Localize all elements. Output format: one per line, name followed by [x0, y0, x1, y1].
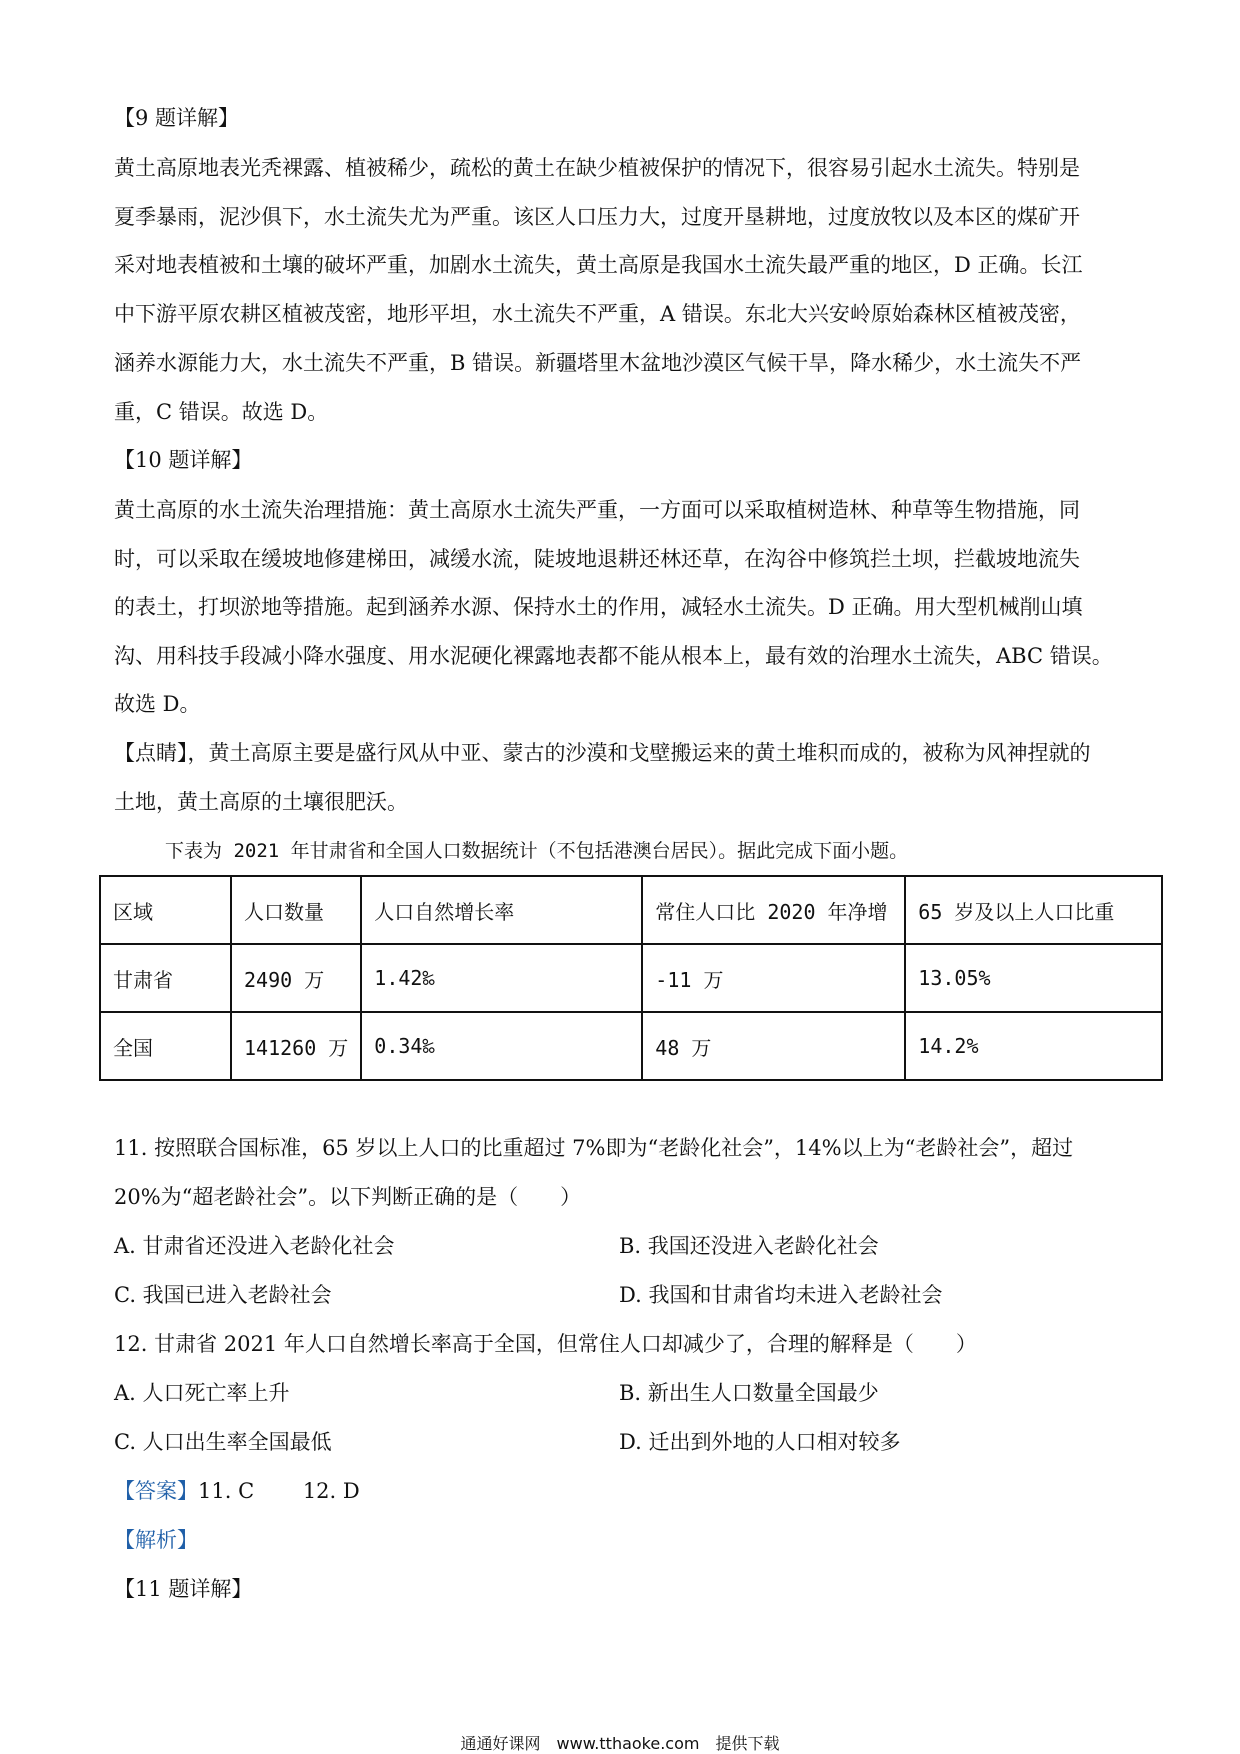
- table-header-cell: 区域: [100, 876, 231, 944]
- section-11-heading: 【11 题详解】: [114, 1577, 253, 1601]
- table-cell: 13.05%: [905, 944, 1162, 1012]
- table-header-cell: 人口自然增长率: [361, 876, 642, 944]
- section-9-line: 夏季暴雨，泥沙俱下，水土流失尤为严重。该区人口压力大，过度开垦耕地，过度放牧以及本区的煤矿开: [114, 205, 1080, 229]
- answer-label: 【答案】: [114, 1479, 198, 1503]
- table-cell: 141260 万: [231, 1012, 361, 1080]
- question-11-option-c: C. 我国已进入老龄社会: [114, 1283, 332, 1307]
- section-10-line: 沟、用科技手段减小降水强度、用水泥硬化裸露地表都不能从根本上，最有效的治理水土流失，ABC 错误。: [114, 644, 1113, 668]
- table-row: [100, 944, 1162, 1012]
- question-11-option-d: D. 我国和甘肃省均未进入老龄社会: [619, 1283, 943, 1307]
- answer-text: 11. C 12. D: [198, 1479, 360, 1503]
- table-header-cell: 常住人口比 2020 年净增: [642, 876, 905, 944]
- table-cell: 1.42‰: [361, 944, 642, 1012]
- question-11-stem: 20%为“超老龄社会”。以下判断正确的是（ ）: [114, 1185, 582, 1209]
- section-9-line: 重，C 错误。故选 D。: [114, 400, 329, 424]
- table-cell: 48 万: [642, 1012, 905, 1080]
- question-12-option-c: C. 人口出生率全国最低: [114, 1430, 332, 1454]
- table-header-cell: 65 岁及以上人口比重: [905, 876, 1162, 944]
- table-cell: 甘肃省: [100, 944, 231, 1012]
- question-12-stem: 12. 甘肃省 2021 年人口自然增长率高于全国，但常住人口却减少了，合理的解释是（ ）: [114, 1332, 977, 1356]
- question-12-option-a: A. 人口死亡率上升: [114, 1381, 290, 1405]
- question-11-stem: 11. 按照联合国标准，65 岁以上人口的比重超过 7%即为“老龄化社会”，14%以上为“老龄社会”，超过: [114, 1136, 1074, 1160]
- section-10-line: 黄土高原的水土流失治理措施：黄土高原水土流失严重，一方面可以采取植树造林、种草等生物措施，同: [114, 498, 1080, 522]
- section-9-line: 黄土高原地表光秃裸露、植被稀少，疏松的黄土在缺少植被保护的情况下，很容易引起水土流失。特别是: [114, 156, 1080, 180]
- table-cell: 2490 万: [231, 944, 361, 1012]
- question-12-option-d: D. 迁出到外地的人口相对较多: [619, 1430, 901, 1454]
- table-cell: 14.2%: [905, 1012, 1162, 1080]
- population-table: [99, 875, 1163, 1081]
- answer-line: [114, 1477, 1124, 1505]
- section-10-line: 的表土，打坝淤地等措施。起到涵养水源、保持水土的作用，减轻水土流失。D 正确。用大型机械削山填: [114, 595, 1083, 619]
- section-9-line: 中下游平原农耕区植被茂密，地形平坦，水土流失不严重，A 错误。东北大兴安岭原始森林区植被茂密，: [114, 302, 1081, 326]
- question-12-option-b: B. 新出生人口数量全国最少: [619, 1381, 879, 1405]
- table-header-row: [100, 876, 1162, 944]
- section-10-heading: 【10 题详解】: [114, 448, 253, 472]
- table-cell: 全国: [100, 1012, 231, 1080]
- page-footer: 通通好课网 www.tthaoke.com 提供下载: [460, 1734, 780, 1753]
- section-10-line: 故选 D。: [114, 692, 201, 716]
- section-10-line: 时，可以采取在缓坡地修建梯田，减缓水流，陡坡地退耕还林还草，在沟谷中修筑拦土坝，拦截坡地流失: [114, 547, 1080, 571]
- question-11-option-a: A. 甘肃省还没进入老龄化社会: [114, 1234, 395, 1258]
- dianjing-line: 土地，黄土高原的土壤很肥沃。: [114, 790, 408, 814]
- question-11-option-b: B. 我国还没进入老龄化社会: [619, 1234, 879, 1258]
- section-9-line: 涵养水源能力大，水土流失不严重，B 错误。新疆塔里木盆地沙漠区气候干旱，降水稀少，水土流失不严: [114, 351, 1082, 375]
- dianjing-line: 【点睛】，黄土高原主要是盛行风从中亚、蒙古的沙漠和戈壁搬运来的黄土堆积而成的，被称为风神捏就的: [114, 741, 1091, 765]
- table-cell: -11 万: [642, 944, 905, 1012]
- table-intro: 下表为 2021 年甘肃省和全国人口数据统计（不包括港澳台居民）。据此完成下面小题。: [165, 840, 909, 862]
- analysis-label: 【解析】: [114, 1528, 198, 1552]
- section-9-heading: 【9 题详解】: [114, 106, 240, 130]
- table-header-cell: 人口数量: [231, 876, 361, 944]
- table-cell: 0.34‰: [361, 1012, 642, 1080]
- table-row: [100, 1012, 1162, 1080]
- section-9-line: 采对地表植被和土壤的破坏严重，加剧水土流失，黄土高原是我国水土流失最严重的地区，D 正确。长江: [114, 253, 1083, 277]
